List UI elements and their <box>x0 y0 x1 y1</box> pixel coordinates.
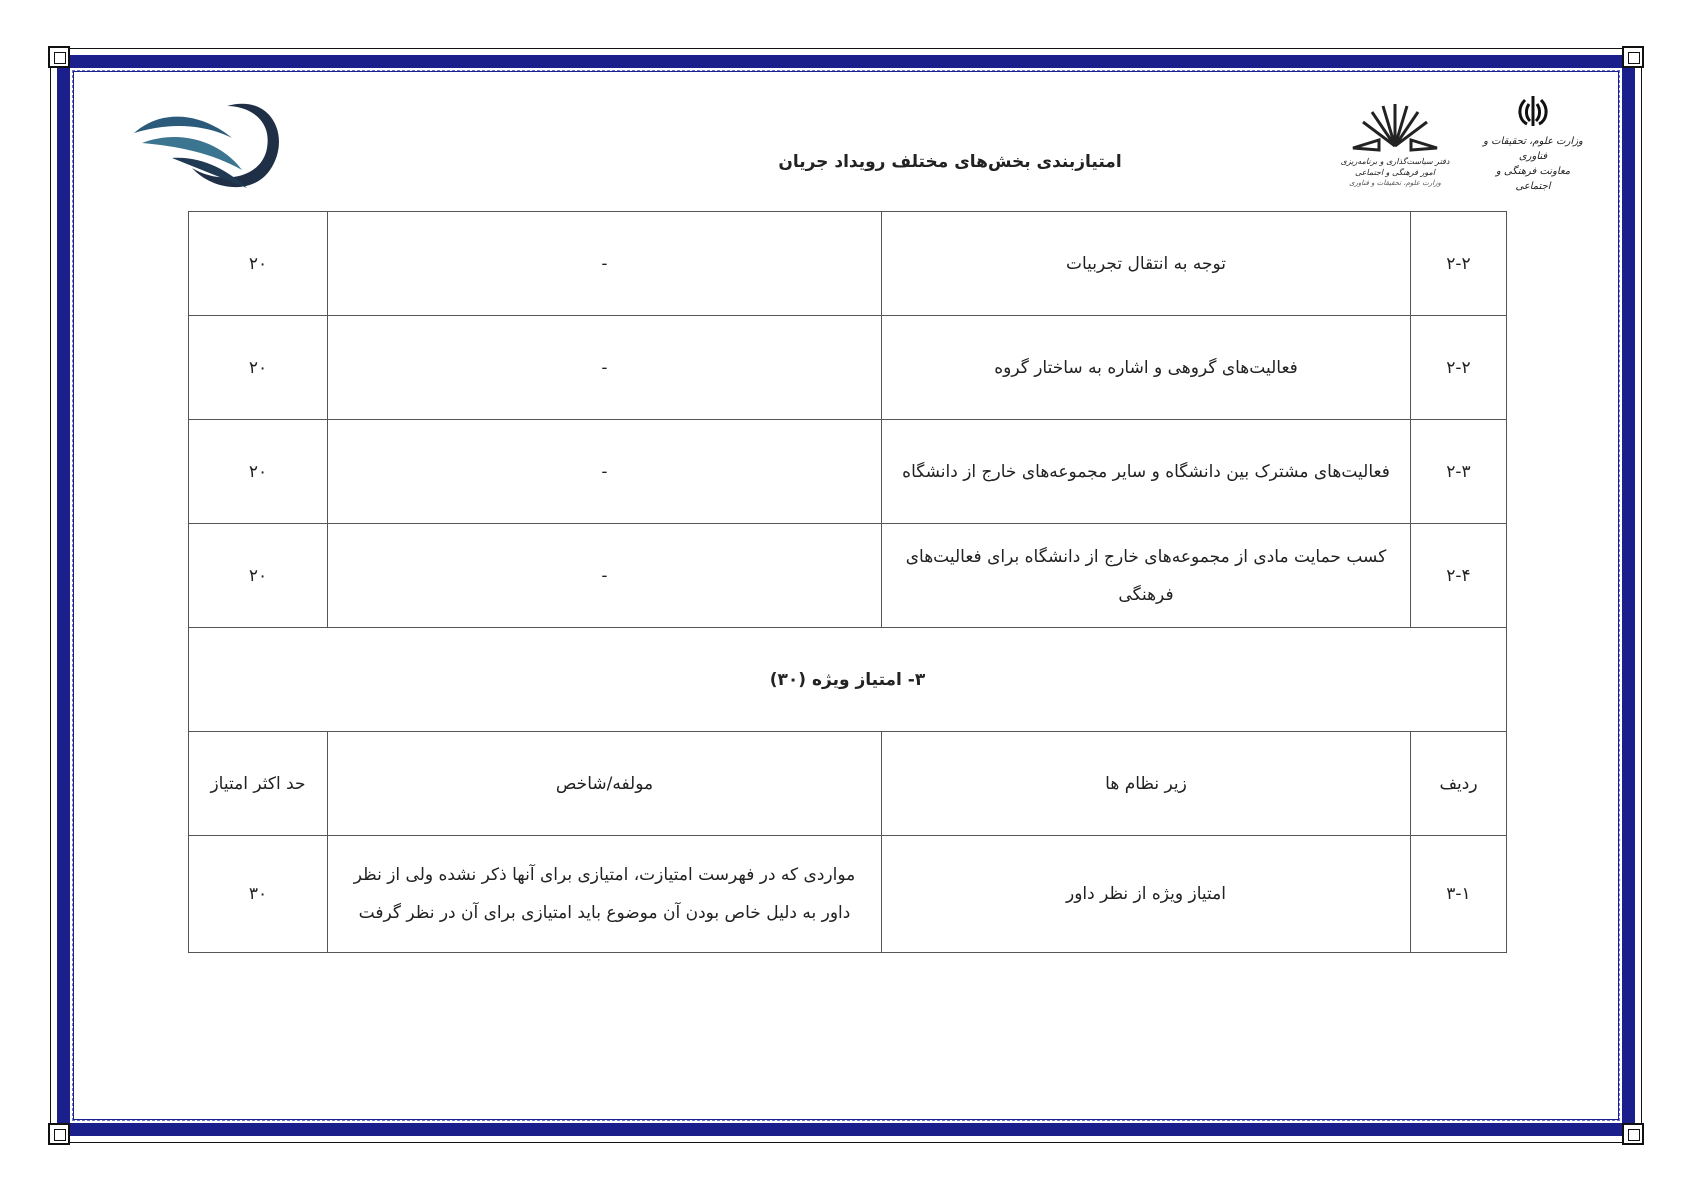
max-score-cell: ۲۰ <box>189 316 328 420</box>
component-cell: - <box>328 316 882 420</box>
frame-corner-bottom-left <box>48 1123 70 1145</box>
component-cell: مواردی که در فهرست امتیازت، امتیازی برای آنها ذکر نشده ولی از نظر داور به دلیل خاص بودن آن موضوع باید امتیازی برای آن در نظر گرفت <box>328 836 882 953</box>
column-header-radif: ردیف <box>1411 732 1507 836</box>
row-number-cell: ۲-۴ <box>1411 524 1507 628</box>
row-number-cell: ۲-۲ <box>1411 316 1507 420</box>
ministry-logo-line1: وزارت علوم، تحقیقات و فناوری <box>1483 136 1583 162</box>
event-logo <box>132 98 292 198</box>
column-header-max-score: حد اکثر امتیاز <box>189 732 328 836</box>
frame-corner-top-right <box>1622 46 1644 68</box>
subsystem-cell: فعالیت‌های گروهی و اشاره به ساختار گروه <box>882 316 1411 420</box>
council-logo-line1: دفتر سیاست‌گذاری و برنامه‌ریزی امور فرهنگی و اجتماعی <box>1340 157 1450 177</box>
council-logo <box>1335 96 1455 196</box>
subsystem-cell: فعالیت‌های مشترک بین دانشگاه و سایر مجموعه‌های خارج از دانشگاه <box>882 420 1411 524</box>
table-row <box>189 836 1507 953</box>
page-title: امتیازبندی بخش‌های مختلف رویداد جریان <box>778 152 1122 172</box>
subsystem-cell: امتیاز ویژه از نظر داور <box>882 836 1411 953</box>
subsystem-cell: توجه به انتقال تجربیات <box>882 212 1411 316</box>
row-number-cell: ۳-۱ <box>1411 836 1507 953</box>
frame-corner-top-left <box>48 46 70 68</box>
max-score-cell: ۲۰ <box>189 212 328 316</box>
table-row <box>189 524 1507 628</box>
section-row <box>189 628 1507 732</box>
component-cell: - <box>328 212 882 316</box>
column-header-component: مولفه/شاخص <box>328 732 882 836</box>
score-table <box>188 211 1507 953</box>
max-score-cell: ۳۰ <box>189 836 328 953</box>
table-row <box>189 212 1507 316</box>
column-header-subsystem: زیر نظام ها <box>882 732 1411 836</box>
council-logo-line2: وزارت علوم، تحقیقات و فناوری <box>1349 179 1441 187</box>
subsystem-cell: کسب حمایت مادی از مجموعه‌های خارج از دانشگاه برای فعالیت‌های فرهنگی <box>882 524 1411 628</box>
component-cell: - <box>328 524 882 628</box>
ministry-logo <box>1478 92 1588 202</box>
row-number-cell: ۲-۳ <box>1411 420 1507 524</box>
table-header-row <box>189 732 1507 836</box>
wave-logo-icon <box>132 98 292 198</box>
book-fan-icon <box>1345 96 1445 152</box>
max-score-cell: ۲۰ <box>189 524 328 628</box>
emblem-icon <box>1513 92 1553 130</box>
table-row <box>189 316 1507 420</box>
section-title: ۳- امتیاز ویژه (۳۰) <box>189 628 1507 732</box>
ministry-logo-line2: معاونت فرهنگی و اجتماعی <box>1495 166 1571 192</box>
component-cell: - <box>328 420 882 524</box>
frame-corner-bottom-right <box>1622 1123 1644 1145</box>
row-number-cell: ۲-۲ <box>1411 212 1507 316</box>
max-score-cell: ۲۰ <box>189 420 328 524</box>
table-row <box>189 420 1507 524</box>
